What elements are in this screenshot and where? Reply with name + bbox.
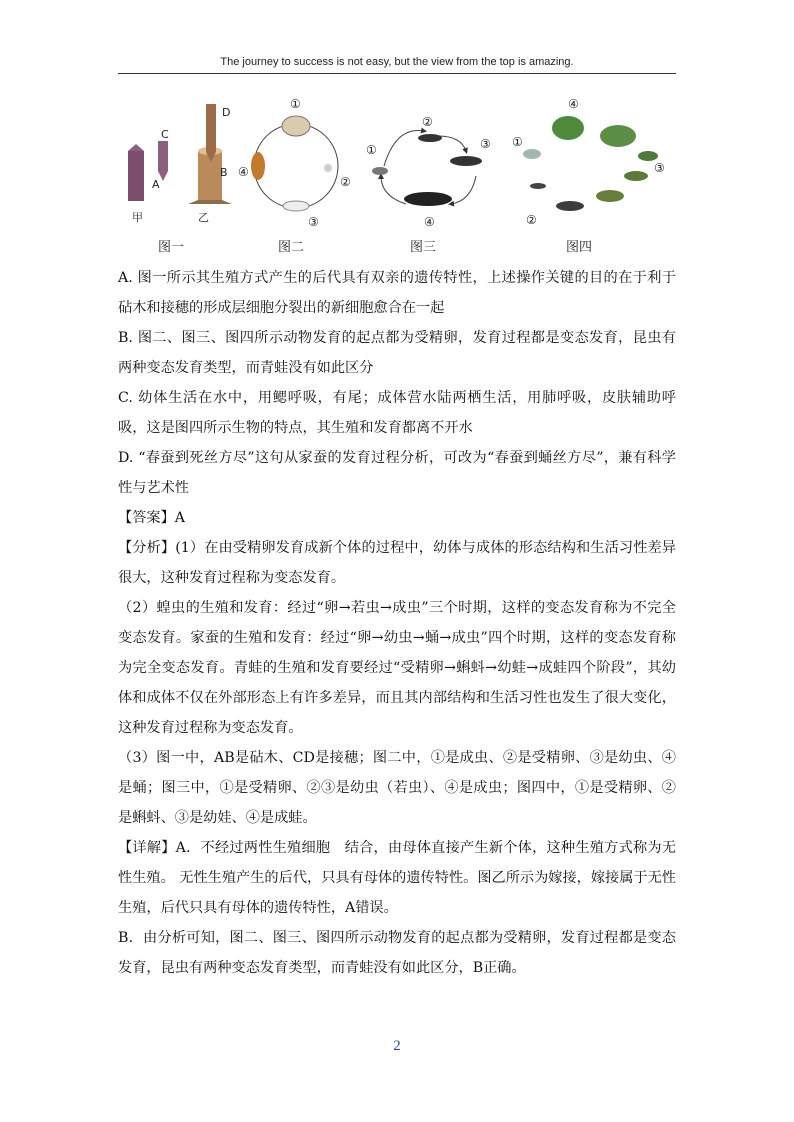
adult-locust: [404, 192, 452, 206]
eggs: [324, 164, 332, 172]
analysis-3: （3）图一中，AB是砧木、CD是接穗；图二中，①是成虫、②是受精卵、③是幼虫、④是蛹；图三中，①是受精卵、②③是幼虫（若虫）、④是成虫；图四中，①是受精卵、②是蝌蚪、③是幼娃、④是成蛙。: [118, 750, 676, 826]
detail-a: 【详解】A．不经过两性生殖细胞 结合，由母体直接产生新个体，这种生殖方式称为无性生殖。 无性生殖产生的后代，只具有母体的遗传特性。图乙所示为嫁接，嫁接属于无性生殖，后代只具有母体的遗传特性，A错误。: [118, 840, 676, 916]
analysis-1: 【分析】(1）在由受精卵发育成新个体的过程中，幼体与成体的形态结构和生活习性差异很大，这种发育过程称为变态发育。: [118, 540, 676, 586]
tadpole: [556, 201, 584, 211]
larva: [283, 201, 309, 211]
scion-c: [158, 141, 168, 171]
figure-4-frog-cycle: [508, 96, 668, 256]
grafting-illustration: [118, 96, 233, 231]
froglet-2: [624, 171, 648, 181]
figures-row: [118, 96, 678, 256]
option-d: D. “春蚕到死丝方尽”这句从家蚕的发育过程分析，可改为“春蚕到蛹丝方尽”，兼有科学性与艺术性: [118, 450, 676, 496]
adult-frog: [552, 116, 584, 140]
stage-4-label: ④: [424, 215, 435, 229]
stage-1-label: ①: [366, 143, 377, 157]
stage-1-label: ①: [290, 97, 301, 111]
label-jia: 甲: [132, 211, 143, 224]
option-b: B. 图二、图三、图四所示动物发育的起点都为受精卵，发育过程都是变态发育，昆虫有两种变态发育类型，而青蛙没有如此区分: [118, 330, 676, 376]
figure-2-caption: 图二: [278, 240, 305, 255]
figure-2-silkworm-cycle: [238, 96, 358, 256]
label-c: C: [161, 128, 169, 141]
label-b: B: [220, 166, 228, 179]
stage-1-label: ①: [512, 135, 523, 149]
locust-cycle: [366, 96, 496, 231]
label-a: A: [152, 178, 160, 191]
page-header: The journey to success is not easy, but the view from the top is amazing.: [220, 56, 574, 68]
figure-4-caption: 图四: [566, 240, 593, 255]
stage-4-label: ④: [568, 97, 579, 111]
analysis-2: （2）蝗虫的生殖和发育：经过“卵→若虫→成虫”三个时期，这样的变态发育称为不完全变态发育。家蚕的生殖和发育：经过“卵→幼虫→蛹→成虫”四个时期，这样的变态发育称为完全变态发育。青蛙的生殖和发育要经过“受精卵→蝌蚪→幼蛙→成蛙四个阶段”，其幼体和成体不仅在外部形态上有许多差异，而且其内部结构和生活习性也发生了很大变化，这种发育过程称为变态发育。: [118, 600, 676, 736]
figure-1-caption: 图一: [158, 240, 185, 255]
stock-a: [128, 151, 144, 201]
figure-3-locust-cycle: [366, 96, 496, 256]
nymph-small: [418, 134, 442, 142]
header-rule: [118, 73, 676, 74]
moth: [282, 116, 310, 136]
option-c: C. 幼体生活在水中，用鳃呼吸，有尾；成体营水陆两栖生活，用肺呼吸，皮肤辅助呼吸，这是图四所示生物的特点，其生殖和发育都离不开水: [118, 390, 676, 436]
stage-3-label: ③: [480, 137, 491, 151]
label-d: D: [222, 106, 231, 119]
page-content: [118, 263, 676, 983]
silkworm-cycle: [238, 96, 358, 231]
egg-pod: [372, 167, 388, 175]
page-number: 2: [393, 1038, 401, 1054]
froglet-1: [596, 190, 624, 202]
answer: 【答案】A: [118, 510, 185, 526]
stage-3-label: ③: [654, 161, 665, 175]
figure-1-grafting: [118, 96, 233, 256]
detail-b: B．由分析可知，图二、图三、图四所示动物发育的起点都为受精卵，发育过程都是变态发育，昆虫有两种变态发育类型，而青蛙没有如此区分，B正确。: [118, 930, 676, 976]
option-a: A. 图一所示其生殖方式产生的后代具有双亲的遗传特性，上述操作关键的目的在于利于砧木和接穗的形成层细胞分裂出的新细胞愈合在一起: [118, 270, 676, 316]
stage-4-label: ④: [238, 165, 249, 179]
stage-3-label: ③: [308, 215, 319, 229]
nymph-large: [450, 156, 482, 166]
stage-2-label: ②: [526, 213, 537, 227]
scion-d: [206, 104, 216, 152]
frog-cycle: [508, 96, 668, 231]
frog-eggs: [523, 149, 541, 159]
stage-2-label: ②: [422, 115, 433, 129]
label-yi: 乙: [198, 211, 209, 224]
tadpole-small: [530, 183, 546, 189]
pupa: [251, 152, 265, 180]
adult-frog-2: [600, 125, 636, 147]
figure-3-caption: 图三: [410, 240, 437, 255]
stage-2-label: ②: [340, 175, 351, 189]
froglet-3: [638, 151, 658, 161]
